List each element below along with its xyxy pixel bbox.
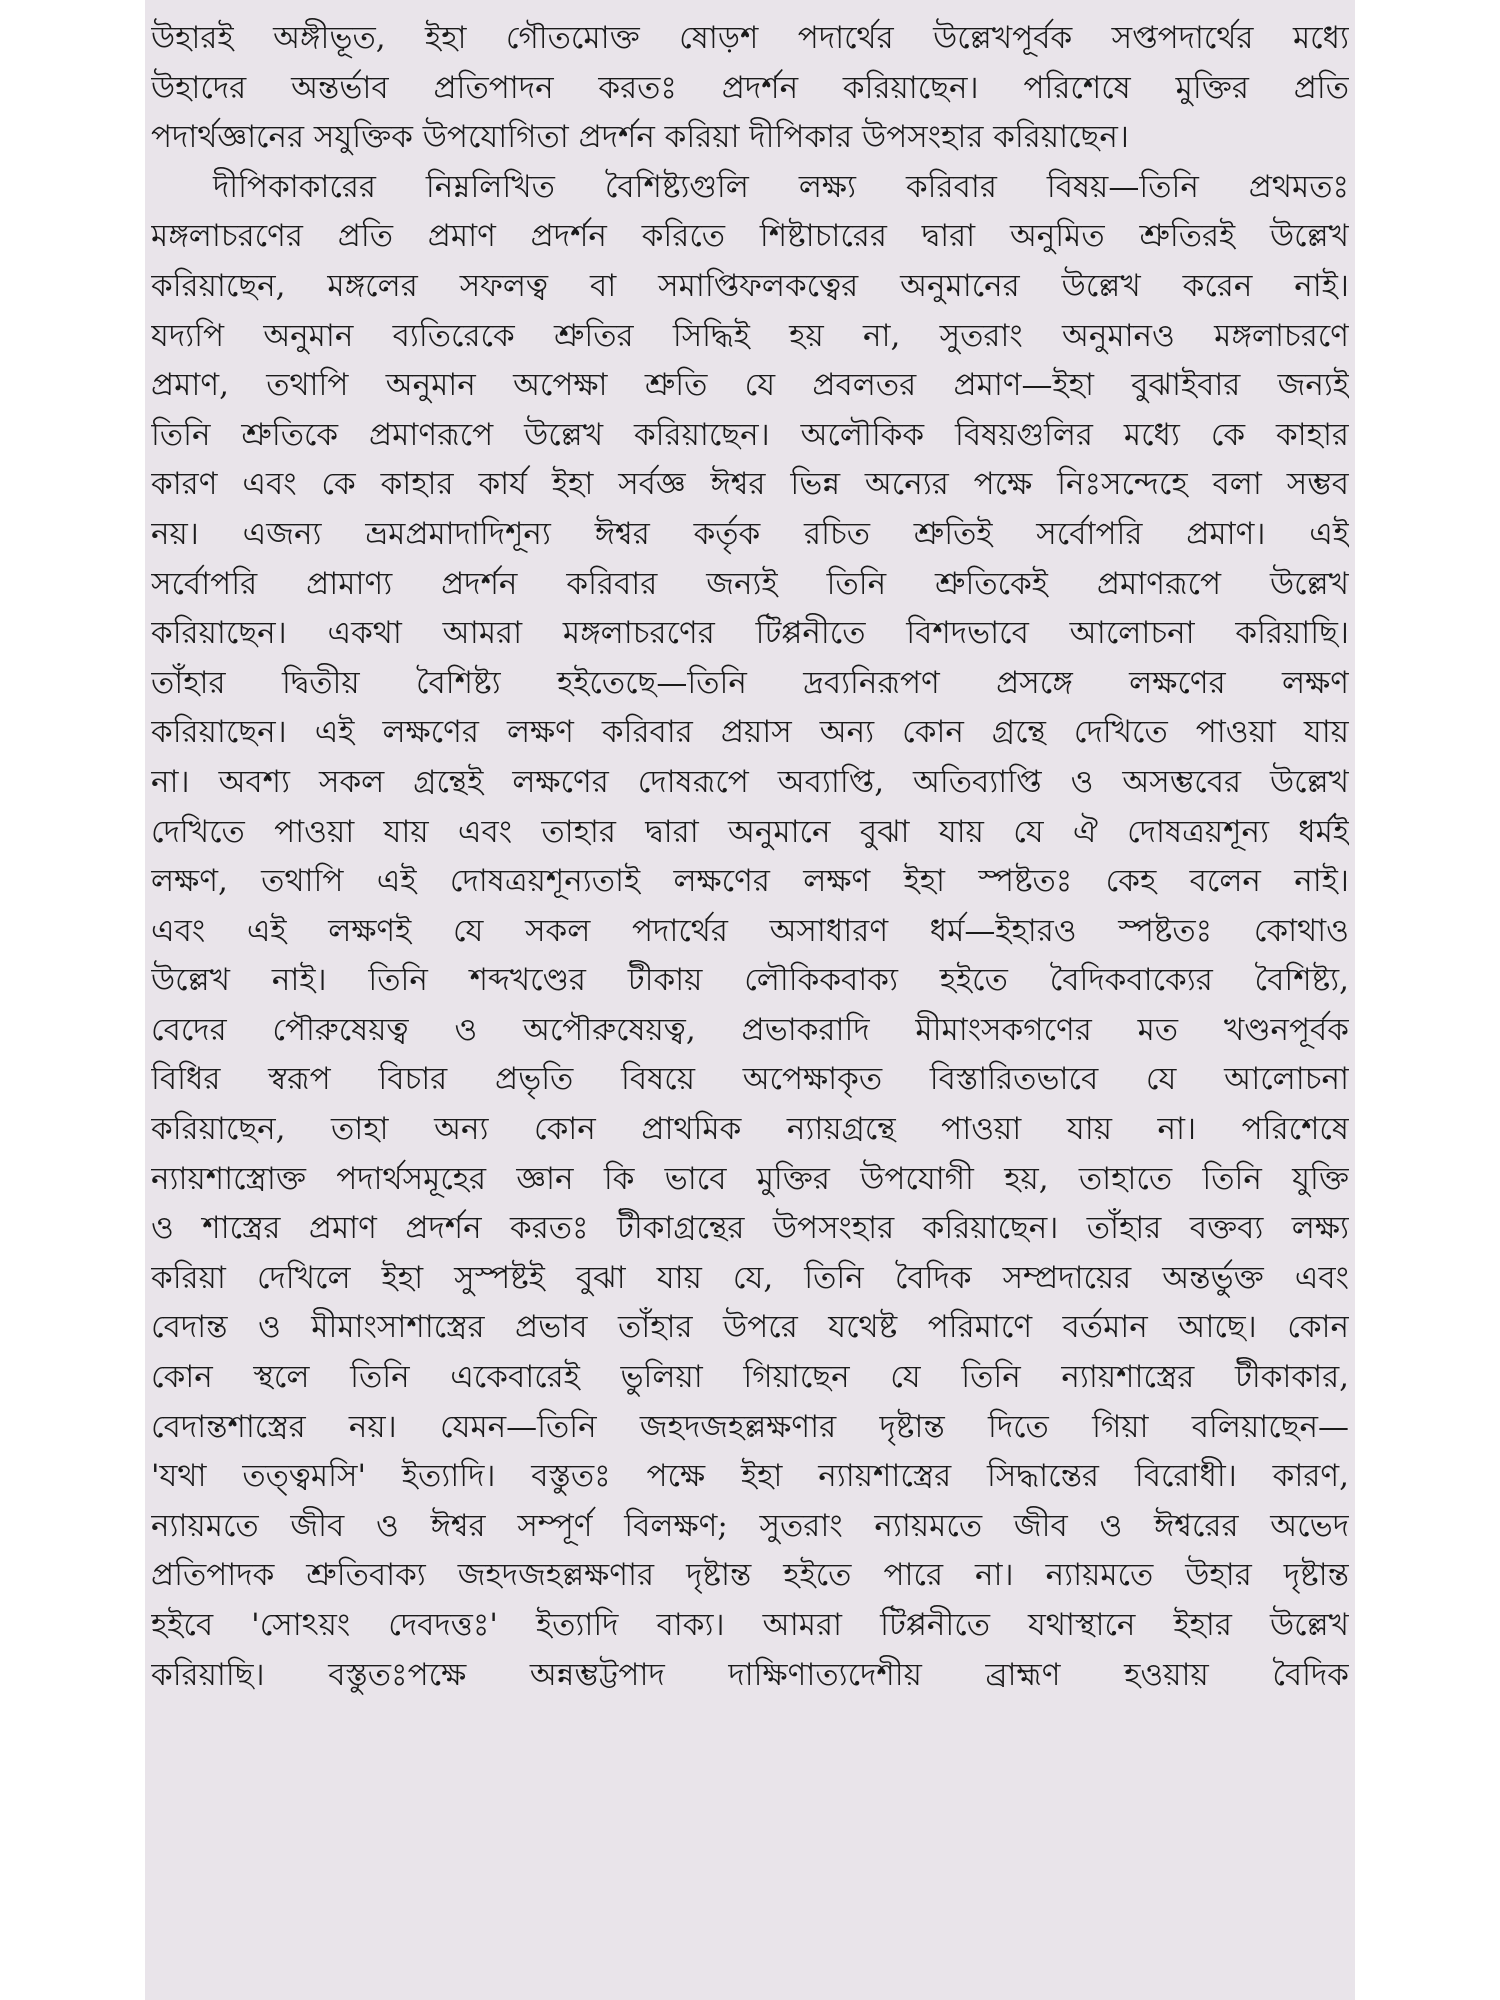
document-body [151, 14, 1349, 1700]
text-line: দেখিতে পাওয়া যায় এবং তাহার দ্বারা অনুমানে বুঝা যায় যে ঐ দোষত্রয়শূন্য ধর্মই [151, 813, 1349, 850]
text-line: করিয়াছি। বস্তুতঃপক্ষে অন্নম্ভট্টপাদ দাক্ষিণাত্যদেশীয় ব্রাহ্মণ হওয়ায় বৈদিক [151, 1656, 1349, 1693]
document-page [145, 0, 1355, 2000]
text-line: সর্বোপরি প্রামাণ্য প্রদর্শন করিবার জন্যই তিনি শ্রুতিকেই প্রমাণরূপে উল্লেখ [151, 565, 1349, 602]
text-line: করিয়াছেন। এই লক্ষণের লক্ষণ করিবার প্রয়াস অন্য কোন গ্রন্থে দেখিতে পাওয়া যায় [151, 714, 1349, 751]
text-line: করিয়াছেন, তাহা অন্য কোন প্রাথমিক ন্যায়গ্রন্থে পাওয়া যায় না। পরিশেষে [151, 1111, 1349, 1148]
text-line: ও শাস্ত্রের প্রমাণ প্রদর্শন করতঃ টীকাগ্রন্থের উপসংহার করিয়াছেন। তাঁহার বক্তব্য লক্ষ্য [151, 1210, 1349, 1247]
text-line: হইবে 'সোঽয়ং দেবদত্তঃ' ইত্যাদি বাক্য। আমরা টিপ্পনীতে যথাস্থানে ইহার উল্লেখ [151, 1607, 1349, 1643]
text-line: কারণ এবং কে কাহার কার্য ইহা সর্বজ্ঞ ঈশ্বর ভিন্ন অন্যের পক্ষে নিঃসন্দেহে বলা সম্ভব [151, 466, 1349, 503]
text-line: প্রতিপাদক শ্রুতিবাক্য জহদজহল্লক্ষণার দৃষ্টান্ত হইতে পারে না। ন্যায়মতে উহার দৃষ্টান্ত [151, 1557, 1349, 1594]
text-line: না। অবশ্য সকল গ্রন্থেই লক্ষণের দোষরূপে অব্যাপ্তি, অতিব্যাপ্তি ও অসম্ভবের উল্লেখ [151, 763, 1349, 800]
text-line: এবং এই লক্ষণই যে সকল পদার্থের অসাধারণ ধর্ম—ইহারও স্পষ্টতঃ কোথাও [151, 912, 1349, 949]
text-line: তিনি শ্রুতিকে প্রমাণরূপে উল্লেখ করিয়াছেন। অলৌকিক বিষয়গুলির মধ্যে কে কাহার [151, 416, 1349, 453]
text-line: করিয়াছেন, মঙ্গলের সফলত্ব বা সমাপ্তিফলকত্বের অনুমানের উল্লেখ করেন নাই। [151, 267, 1349, 304]
text-line: দীপিকাকারের নিম্নলিখিত বৈশিষ্ট্যগুলি লক্ষ্য করিবার বিষয়—তিনি প্রথমতঃ [213, 168, 1349, 205]
text-line: লক্ষণ, তথাপি এই দোষত্রয়শূন্যতাই লক্ষণের লক্ষণ ইহা স্পষ্টতঃ কেহ বলেন নাই। [151, 863, 1349, 900]
text-line: উহারই অঙ্গীভূত, ইহা গৌতমোক্ত ষোড়শ পদার্থের উল্লেখপূর্বক সপ্তপদার্থের মধ্যে [151, 20, 1349, 56]
text-line: পদার্থজ্ঞানের সযুক্তিক উপযোগিতা প্রদর্শন করিয়া দীপিকার উপসংহার করিয়াছেন। [151, 119, 1129, 156]
text-line: প্রমাণ, তথাপি অনুমান অপেক্ষা শ্রুতি যে প্রবলতর প্রমাণ—ইহা বুঝাইবার জন্যই [151, 367, 1349, 404]
text-line: উল্লেখ নাই। তিনি শব্দখণ্ডের টীকায় লৌকিকবাক্য হইতে বৈদিকবাক্যের বৈশিষ্ট্য, [151, 962, 1349, 999]
text-line: তাঁহার দ্বিতীয় বৈশিষ্ট্য হইতেছে—তিনি দ্রব্যনিরূপণ প্রসঙ্গে লক্ষণের লক্ষণ [151, 664, 1349, 701]
text-line: নয়। এজন্য ভ্রমপ্রমাদাদিশূন্য ঈশ্বর কর্তৃক রচিত শ্রুতিই সর্বোপরি প্রমাণ। এই [151, 515, 1349, 552]
text-line: ন্যায়শাস্ত্রোক্ত পদার্থসমূহের জ্ঞান কি ভাবে মুক্তির উপযোগী হয়, তাহাতে তিনি যুক্তি [151, 1160, 1349, 1197]
text-line: কোন স্থলে তিনি একেবারেই ভুলিয়া গিয়াছেন যে তিনি ন্যায়শাস্ত্রের টীকাকার, [151, 1359, 1349, 1396]
text-line: উহাদের অন্তর্ভাব প্রতিপাদন করতঃ প্রদর্শন করিয়াছেন। পরিশেষে মুক্তির প্রতি [151, 69, 1349, 106]
text-line: করিয়া দেখিলে ইহা সুস্পষ্টই বুঝা যায় যে, তিনি বৈদিক সম্প্রদায়ের অন্তর্ভুক্ত এবং [151, 1259, 1349, 1296]
text-line: বেদান্তশাস্ত্রের নয়। যেমন—তিনি জহদজহল্লক্ষণার দৃষ্টান্ত দিতে গিয়া বলিয়াছেন— [151, 1408, 1349, 1445]
text-line: ন্যায়মতে জীব ও ঈশ্বর সম্পূর্ণ বিলক্ষণ; সুতরাং ন্যায়মতে জীব ও ঈশ্বরের অভেদ [151, 1507, 1349, 1544]
text-line: বেদান্ত ও মীমাংসাশাস্ত্রের প্রভাব তাঁহার উপরে যথেষ্ট পরিমাণে বর্তমান আছে। কোন [151, 1309, 1349, 1346]
text-line: করিয়াছেন। একথা আমরা মঙ্গলাচরণের টিপ্পনীতে বিশদভাবে আলোচনা করিয়াছি। [151, 615, 1349, 652]
text-line: বেদের পৌরুষেয়ত্ব ও অপৌরুষেয়ত্ব, প্রভাকরাদি মীমাংসকগণের মত খণ্ডনপূর্বক [151, 1011, 1349, 1048]
text-line: যদ্যপি অনুমান ব্যতিরেকে শ্রুতির সিদ্ধিই হয় না, সুতরাং অনুমানও মঙ্গলাচরণে [151, 317, 1349, 354]
text-line: বিধির স্বরূপ বিচার প্রভৃতি বিষয়ে অপেক্ষাকৃত বিস্তারিতভাবে যে আলোচনা [151, 1061, 1349, 1098]
text-line: 'যথা তত্ত্বমসি' ইত্যাদি। বস্তুতঃ পক্ষে ইহা ন্যায়শাস্ত্রের সিদ্ধান্তের বিরোধী। কারণ, [151, 1458, 1349, 1495]
text-line: মঙ্গলাচরণের প্রতি প্রমাণ প্রদর্শন করিতে শিষ্টাচারের দ্বারা অনুমিত শ্রুতিরই উল্লেখ [151, 218, 1349, 255]
